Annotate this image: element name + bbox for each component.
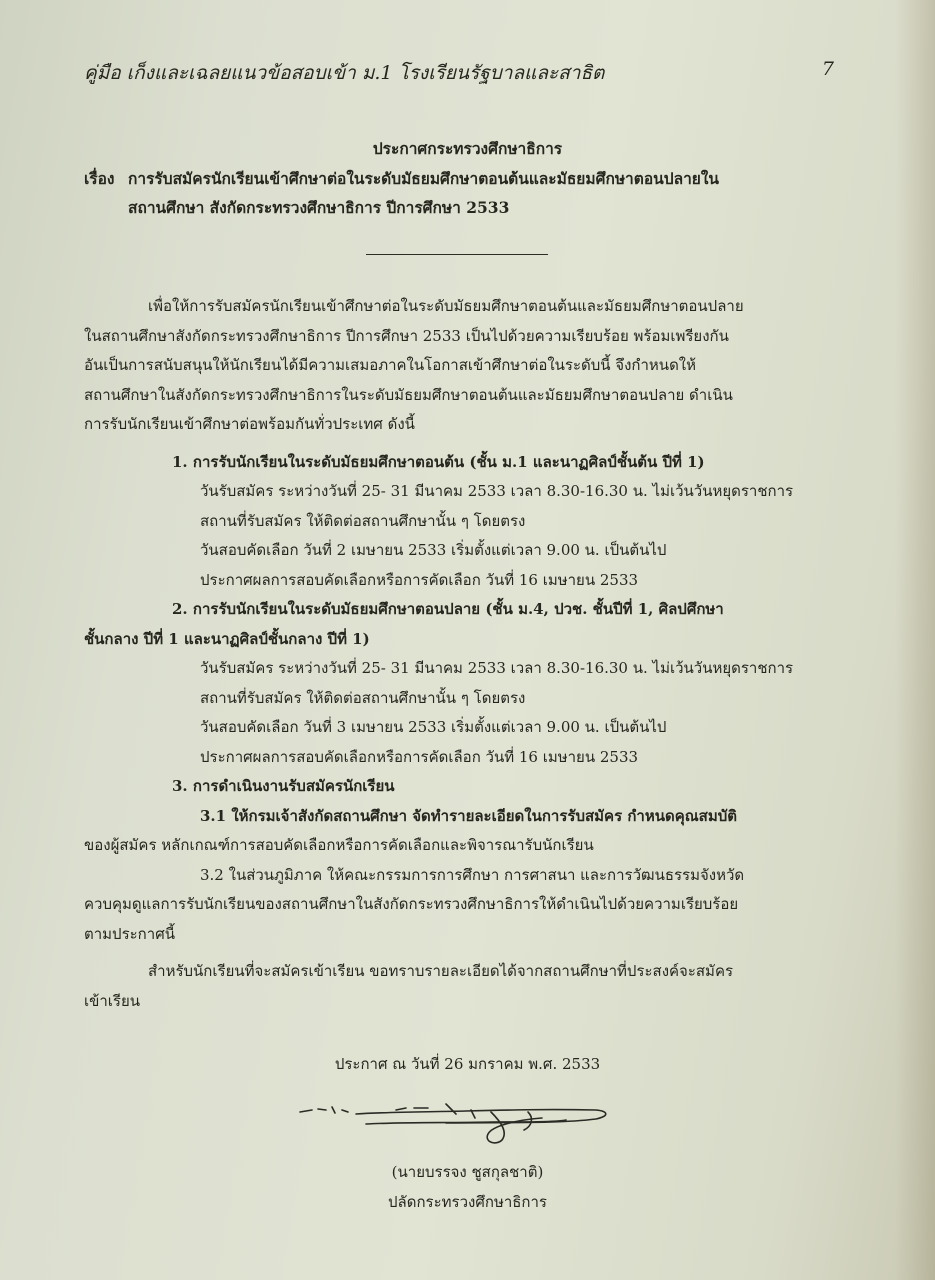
clause-3-1-cont: ของผู้สมัคร หลักเกณฑ์การสอบคัดเลือกหรือการคัดเลือกและพิจารณารับนักเรียน xyxy=(84,836,594,854)
clause-3-2-cont: ตามประกาศนี้ xyxy=(84,924,175,943)
section-2-line: สถานที่รับสมัคร ให้ติดต่อสถานศึกษานั้น ๆ โดยตรง xyxy=(200,688,526,707)
clause-3-1: 3.1 ให้กรมเจ้าสังกัดสถานศึกษา จัดทำรายละเอียดในการรับสมัคร กำหนดคุณสมบัติ xyxy=(200,806,737,825)
section-2-line: วันรับสมัคร ระหว่างวันที่ 25- 31 มีนาคม 2533 เวลา 8.30-16.30 น. ไม่เว้นวันหยุดราชการ xyxy=(200,659,794,677)
intro-line: ในสถานศึกษาสังกัดกระทรวงศึกษาธิการ ปีการศึกษา 2533 เป็นไปด้วยความเรียบร้อย พร้อมเพรียงกัน xyxy=(84,326,729,345)
section-3-title: 3. การดำเนินงานรับสมัครนักเรียน xyxy=(172,777,395,795)
clause-3-2: 3.2 ในส่วนภูมิภาค ให้คณะกรรมการการศึกษา การศาสนา และการวัฒนธรรมจังหวัด xyxy=(200,865,745,884)
signer-title: ปลัดกระทรวงศึกษาธิการ xyxy=(388,1193,547,1211)
intro-line: อันเป็นการสนับสนุนให้นักเรียนได้มีความเสมอภาคในโอกาสเข้าศึกษาต่อในระดับนี้ จึงกำหนดให้ xyxy=(84,356,697,374)
subject-label: เรื่อง xyxy=(84,169,115,188)
section-1-line: สถานที่รับสมัคร ให้ติดต่อสถานศึกษานั้น ๆ โดยตรง xyxy=(200,511,526,530)
intro-line: เพื่อให้การรับสมัครนักเรียนเข้าศึกษาต่อในระดับมัธยมศึกษาตอนต้นและมัธยมศึกษาตอนปลาย xyxy=(148,297,744,315)
running-header xyxy=(84,58,834,88)
subject-line-2: สถานศึกษา สังกัดกระทรวงศึกษาธิการ ปีการศึกษา 2533 xyxy=(128,198,510,217)
section-1-title: 1. การรับนักเรียนในระดับมัธยมศึกษาตอนต้น (ชั้น ม.1 และนาฏศิลป์ชั้นต้น ปีที่ 1) xyxy=(172,452,705,471)
note-line: สำหรับนักเรียนที่จะสมัครเข้าเรียน ขอทราบรายละเอียดได้จากสถานศึกษาที่ประสงค์จะสมัคร xyxy=(148,962,734,980)
announcement-heading: ประกาศกระทรวงศึกษาธิการ xyxy=(372,139,563,158)
announcement-date: ประกาศ ณ วันที่ 26 มกราคม พ.ศ. 2533 xyxy=(334,1055,601,1073)
page-edge-shadow xyxy=(895,0,935,1280)
intro-line: การรับนักเรียนเข้าศึกษาต่อพร้อมกันทั่วประเทศ ดังนี้ xyxy=(84,415,415,433)
signer-name: (นายบรรจง ชูสกุลชาติ) xyxy=(391,1163,544,1181)
section-2-title-cont: ชั้นกลาง ปีที่ 1 และนาฏศิลป์ชั้นกลาง ปีที่ 1) xyxy=(84,629,370,648)
note-line: เข้าเรียน xyxy=(84,991,141,1010)
announcement-subject xyxy=(84,164,834,222)
handwritten-signature xyxy=(296,1098,616,1148)
subject-line-1 xyxy=(84,164,834,193)
section-1-line: ประกาศผลการสอบคัดเลือกหรือการคัดเลือก วันที่ 16 เมษายน 2533 xyxy=(200,570,639,589)
separator-rule xyxy=(366,254,548,255)
book-title: คู่มือ เก็งและเฉลยแนวข้อสอบเข้า ม.1 โรงเรียนรัฐบาลและสาธิต xyxy=(84,62,605,84)
announcement-body xyxy=(84,292,836,1016)
clause-3-2-cont: ควบคุมดูแลการรับนักเรียนของสถานศึกษาในสังกัดกระทรวงศึกษาธิการให้ดำเนินไปด้วยความเรียบร้อย xyxy=(84,895,739,913)
section-1-line: วันสอบคัดเลือก วันที่ 2 เมษายน 2533 เริ่มตั้งแต่เวลา 9.00 น. เป็นต้นไป xyxy=(200,541,667,559)
section-2-line: ประกาศผลการสอบคัดเลือกหรือการคัดเลือก วันที่ 16 เมษายน 2533 xyxy=(200,747,639,766)
section-2-line: วันสอบคัดเลือก วันที่ 3 เมษายน 2533 เริ่มตั้งแต่เวลา 9.00 น. เป็นต้นไป xyxy=(200,718,667,736)
page-number: 7 xyxy=(821,58,834,80)
section-2-title: 2. การรับนักเรียนในระดับมัธยมศึกษาตอนปลาย (ชั้น ม.4, ปวช. ชั้นปีที่ 1, ศิลปศึกษา xyxy=(172,600,724,618)
intro-line: สถานศึกษาในสังกัดกระทรวงศึกษาธิการในระดับมัธยมศึกษาตอนต้นและมัธยมศึกษาตอนปลาย ดำเนิน xyxy=(84,385,733,404)
subject-text-1: การรับสมัครนักเรียนเข้าศึกษาต่อในระดับมัธยมศึกษาตอนต้นและมัธยมศึกษาตอนปลายใน xyxy=(128,169,720,188)
section-1-line: วันรับสมัคร ระหว่างวันที่ 25- 31 มีนาคม 2533 เวลา 8.30-16.30 น. ไม่เว้นวันหยุดราชการ xyxy=(200,482,794,500)
